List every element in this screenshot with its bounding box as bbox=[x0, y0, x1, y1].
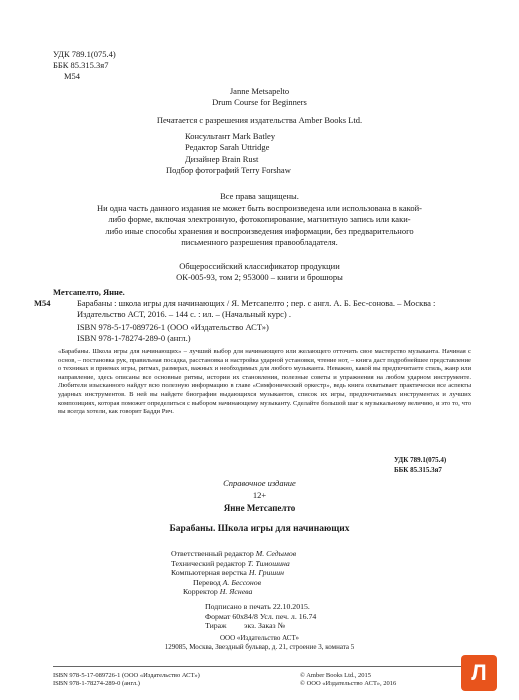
print-format: Формат 60x84/8 Усл. печ. л. 16.74 bbox=[205, 611, 317, 621]
staff-name: А. Бессонов bbox=[222, 577, 262, 587]
rights-line-2: либо форме, включая электронную, фотокопирование, магнитную запись или каки- bbox=[108, 214, 411, 225]
credits-list bbox=[166, 131, 291, 176]
publisher-address: 129085, Москва, Звездный бульвар, д. 21, строение 3, комната 5 bbox=[164, 643, 355, 651]
staff-role: Корректор bbox=[183, 587, 220, 596]
bib-author-header: Метсапелто, Янне. bbox=[53, 287, 125, 297]
bbk-code-right: ББК 85.315.3я7 bbox=[394, 465, 442, 474]
isbn-ru: ISBN 978-5-17-089726-1 (ООО «Издательство АСТ») bbox=[77, 322, 269, 332]
permission-note: Печатается с разрешения издательства Amber Books Ltd. bbox=[156, 115, 363, 125]
original-author: Janne Metsapelto bbox=[229, 86, 290, 96]
footer-copyright bbox=[300, 672, 396, 689]
print-info bbox=[205, 602, 316, 631]
staff-row bbox=[171, 578, 296, 588]
okp-code: ОК-005-93, том 2; 953000 – книги и брошюры bbox=[176, 272, 343, 282]
staff-list bbox=[171, 549, 296, 597]
footer-divider bbox=[53, 666, 476, 667]
original-title: Drum Course for Beginners bbox=[212, 97, 307, 107]
okp-title: Общероссийский классификатор продукции bbox=[179, 261, 340, 271]
author-mark: М54 bbox=[64, 71, 81, 81]
credit-photos: Подбор фотографий Terry Forshaw bbox=[166, 164, 291, 175]
footer-isbn bbox=[53, 672, 200, 689]
copyright-amber: © Amber Books Ltd., 2015 bbox=[300, 672, 372, 679]
udk-block-right bbox=[394, 456, 446, 475]
udk-code: УДК 789.1(075.4) bbox=[53, 49, 116, 59]
staff-name: Т. Тимошина bbox=[247, 558, 290, 568]
rights-line-4: письменного разрешения правообладателя. bbox=[181, 237, 338, 248]
logo-letter: Л bbox=[471, 660, 487, 685]
udk-block-top bbox=[53, 49, 116, 82]
footer-isbn-ru: ISBN 978-5-17-089726-1 (ООО «Издательство АСТ») bbox=[53, 672, 200, 679]
copyright-ast: © ООО «Издательство АСТ», 2016 bbox=[300, 680, 397, 688]
credit-consultant: Консультант Mark Batley bbox=[185, 131, 276, 141]
staff-row bbox=[171, 549, 296, 559]
print-run: Тираж экз. Заказ № bbox=[205, 621, 286, 630]
labirint-logo-icon bbox=[461, 655, 497, 691]
publisher-name: ООО «Издательство АСТ» bbox=[219, 634, 300, 642]
credit-editor: Редактор Sarah Uttridge bbox=[185, 142, 270, 153]
staff-role: Технический редактор bbox=[171, 558, 248, 568]
annotation: «Барабаны. Школа игры для начинающих» – лучший выбор для начинающего или желающего отточить свое мастерство музыканта. Начиная с основ, – постановка рук, правильная посадка, расстановка и настройка ударной установки, чтение нот, – книга даст подробнейшее представление о техниках и приемах игры, ритмах, размерах, важных и необходимых для любого музыканта. Неважно, какой вы предпочитаете стиль, жанр или направление, здесь описаны все основные ритмы, истории их становления, полезные советы и упражнения на любом ударном инструменте. Любители изысканного найдут всю полезную информацию в главе «Симфонический оркестр», ведь книга охватывает практически все аспекты ударных инструментов. В ней вы найдете биографии выдающихся музыкантов, список их игры, предпочитаемых инструментах и лучших композициях, которая поможет определиться с выбором начинающему музыканту. Сделайте большой шаг к музыкальному величию, и это то, что вы всегда хотели, как говорит Бадди Рич. bbox=[58, 348, 471, 416]
staff-row bbox=[171, 587, 296, 597]
rights-title: Все права защищены. bbox=[220, 191, 299, 201]
isbn-en: ISBN 978-1-78274-289-0 (англ.) bbox=[77, 333, 191, 343]
credit-designer: Дизайнер Brain Rust bbox=[185, 153, 259, 164]
footer-isbn-en: ISBN 978-1-78274-289-0 (англ.) bbox=[53, 680, 140, 688]
bib-record: Барабаны : школа игры для начинающих / Я. Метсапелто ; пер. с англ. А. Б. Бес-сонова. – Москва : Издательство АСТ, 2016. – 144 с. : ил. – (Начальный курс) . bbox=[77, 298, 436, 320]
staff-role: Ответственный редактор bbox=[171, 549, 256, 558]
imprint-author: Янне Метсапелто bbox=[223, 503, 296, 513]
rights-line-1: Ни одна часть данного издания не может быть воспроизведена или использована в какой- bbox=[96, 202, 422, 213]
rights-line-3: либо иные способы хранения и воспроизведения информации, без предварительного bbox=[105, 225, 414, 236]
rights-block bbox=[0, 191, 519, 249]
staff-name: Н. Яснева bbox=[219, 587, 253, 596]
original-title-block bbox=[0, 86, 519, 108]
print-signed: Подписано в печать 22.10.2015. bbox=[205, 602, 310, 611]
staff-name: М. Седымов bbox=[255, 549, 297, 558]
age-rating: 12+ bbox=[252, 490, 267, 500]
imprint-title: Барабаны. Школа игры для начинающих bbox=[169, 524, 350, 534]
staff-name: Н. Гришин bbox=[248, 568, 285, 577]
staff-row bbox=[171, 568, 296, 578]
staff-role: Перевод bbox=[193, 577, 223, 587]
bib-isbn-list bbox=[77, 322, 269, 344]
udk-code-right: УДК 789.1(075.4) bbox=[394, 456, 447, 464]
staff-role: Компьютерная верстка bbox=[171, 568, 249, 577]
bbk-code: ББК 85.315.3я7 bbox=[53, 60, 109, 70]
staff-row bbox=[171, 559, 296, 569]
bib-author-mark: М54 bbox=[34, 298, 51, 308]
edition-type: Справочное издание bbox=[223, 478, 296, 488]
product-classifier bbox=[0, 261, 519, 283]
